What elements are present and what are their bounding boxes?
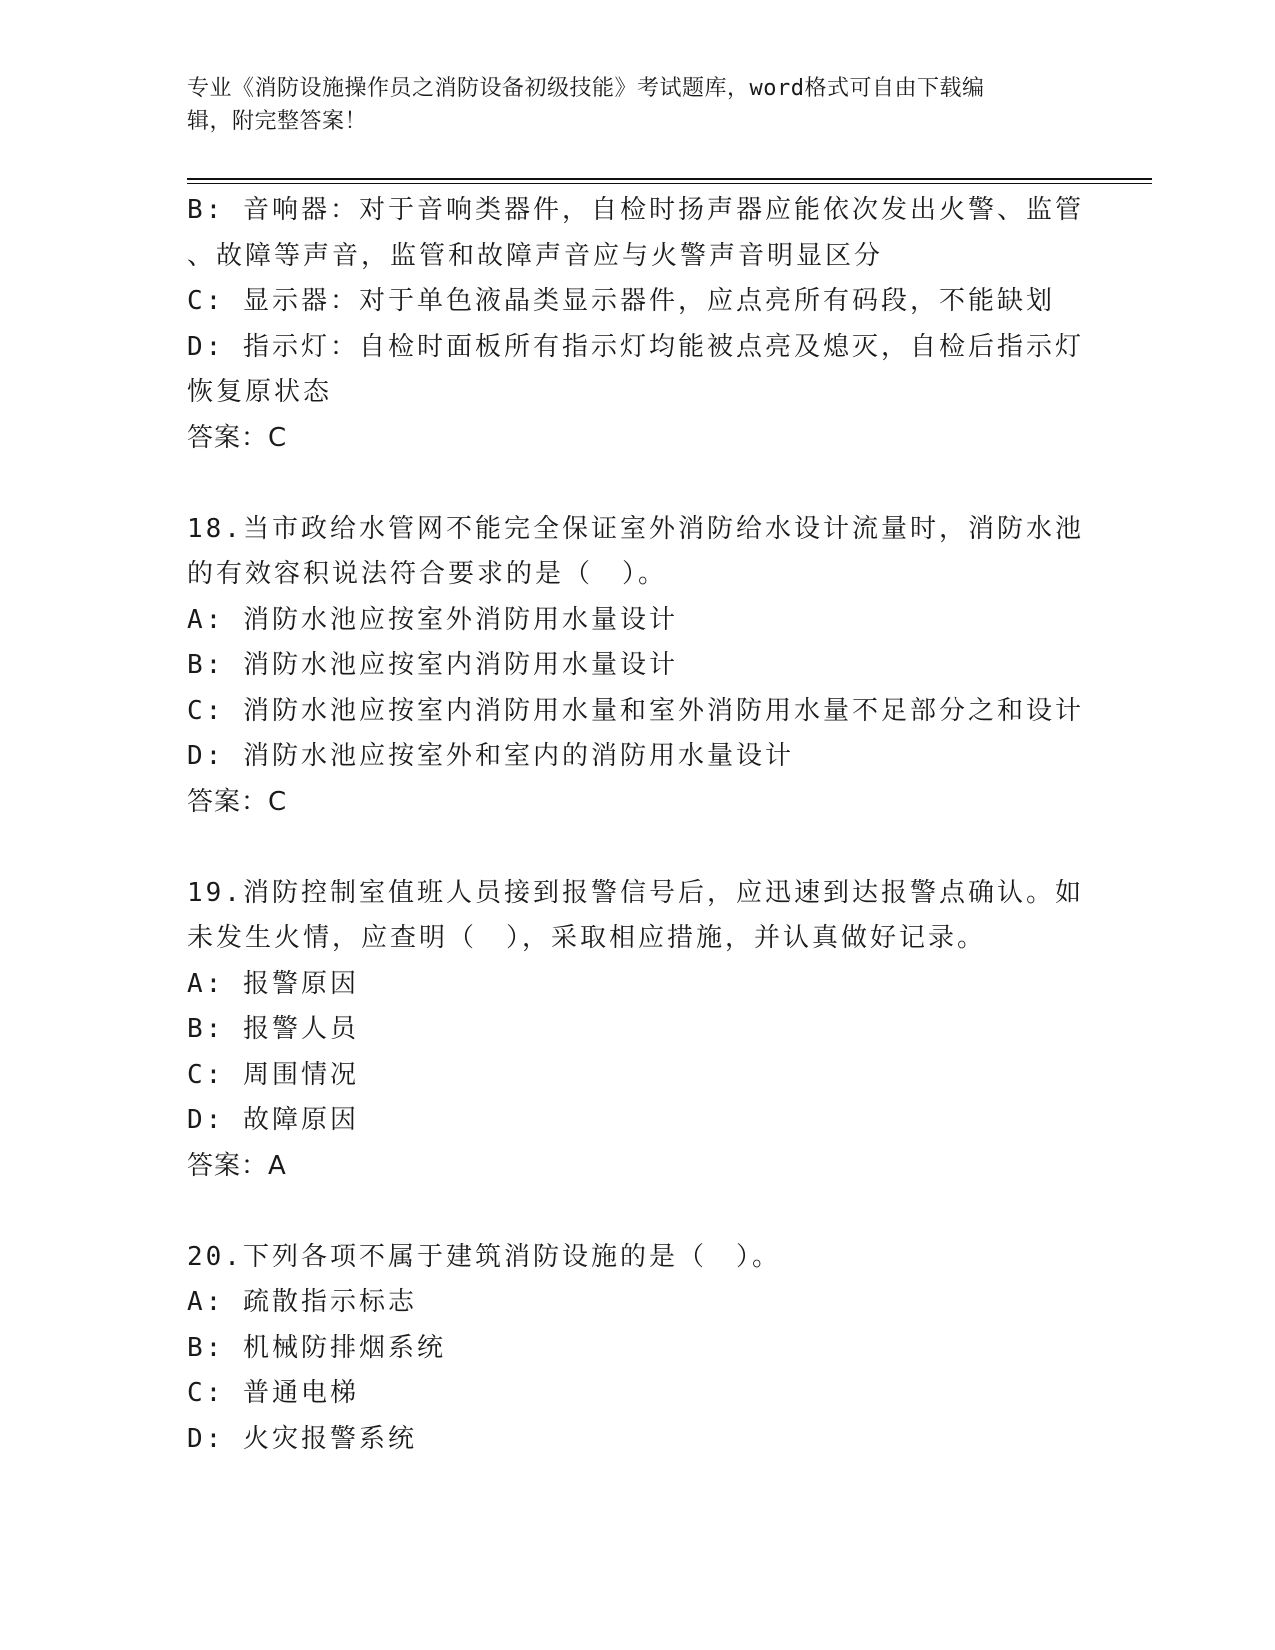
option-a: A: 报警原因 <box>187 968 359 999</box>
option-c: C: 周围情况 <box>187 1059 359 1090</box>
option-b: B: 消防水池应按室内消防用水量设计 <box>187 650 678 680</box>
question-18 <box>187 507 1087 826</box>
answer-line: 答案：C <box>187 422 288 453</box>
question-stem: 19.消防控制室值班人员接到报警信号后，应迅速到达报警点确认。如 <box>187 877 1084 908</box>
question-stem: 20.下列各项不属于建筑消防设施的是（ ）。 <box>187 1241 781 1272</box>
question-19 <box>187 871 1087 1190</box>
option-line: B: 音响器：对于音响类器件，自检时扬声器应能依次发出火警、监管 <box>187 195 1084 225</box>
option-b: B: 报警人员 <box>187 1014 359 1044</box>
question-content <box>187 188 1087 1462</box>
header-divider-thin <box>187 183 1152 184</box>
option-b: B: 机械防排烟系统 <box>187 1332 446 1363</box>
option-line: 恢复原状态 <box>187 377 333 407</box>
option-line: 、故障等声音，监管和故障声音应与火警声音明显区分 <box>187 240 884 271</box>
header-divider <box>187 178 1152 180</box>
question-stem: 的有效容积说法符合要求的是（ ）。 <box>187 559 668 589</box>
option-d: D: 火灾报警系统 <box>187 1423 417 1454</box>
prev-question-block <box>187 188 1087 461</box>
option-c: C: 普通电梯 <box>187 1378 359 1408</box>
question-stem: 18.当市政给水管网不能完全保证室外消防给水设计流量时，消防水池 <box>187 513 1084 544</box>
answer-line: 答案：A <box>187 1150 287 1181</box>
option-line: C: 显示器：对于单色液晶类显示器件，应点亮所有码段，不能缺划 <box>187 286 1055 316</box>
spacer <box>187 825 1087 871</box>
document-header <box>187 72 1067 138</box>
option-line: D: 指示灯：自检时面板所有指示灯均能被点亮及熄灭，自检后指示灯 <box>187 331 1084 362</box>
question-20 <box>187 1235 1087 1463</box>
answer-line: 答案：C <box>187 786 288 817</box>
option-a: A: 消防水池应按室外消防用水量设计 <box>187 604 678 635</box>
header-line: 专业《消防设施操作员之消防设备初级技能》考试题库，word格式可自由下载编 <box>187 76 985 101</box>
option-d: D: 故障原因 <box>187 1105 359 1135</box>
option-a: A: 疏散指示标志 <box>187 1287 417 1317</box>
spacer <box>187 461 1087 507</box>
question-stem: 未发生火情，应查明（ ），采取相应措施，并认真做好记录。 <box>187 923 987 953</box>
header-line: 辑，附完整答案！ <box>187 109 368 134</box>
spacer <box>187 1189 1087 1235</box>
option-d: D: 消防水池应按室外和室内的消防用水量设计 <box>187 741 794 771</box>
option-c: C: 消防水池应按室内消防用水量和室外消防用水量不足部分之和设计 <box>187 695 1084 726</box>
